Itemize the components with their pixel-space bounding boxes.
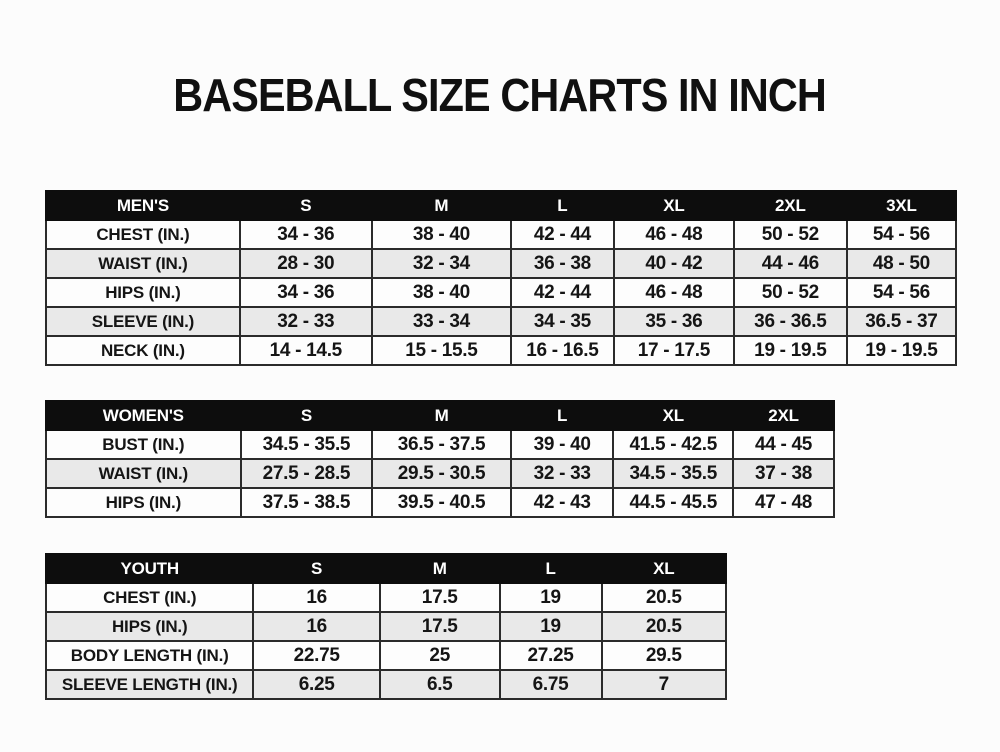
size-value-cell: 54 - 56	[847, 278, 956, 307]
size-value-cell: 6.75	[500, 670, 602, 699]
measurement-label: SLEEVE LENGTH (IN.)	[46, 670, 253, 699]
womens-header-row	[46, 401, 834, 430]
size-value-cell: 35 - 36	[614, 307, 734, 336]
womens-size-column-header: M	[372, 401, 511, 430]
size-value-cell: 32 - 34	[372, 249, 511, 278]
size-value-cell: 17.5	[380, 583, 500, 612]
size-value-cell: 37.5 - 38.5	[241, 488, 373, 517]
mens-size-column-header: L	[511, 191, 614, 220]
youth-header-row	[46, 554, 726, 583]
size-value-cell: 16	[253, 583, 379, 612]
youth-size-column-header: M	[380, 554, 500, 583]
size-value-cell: 42 - 44	[511, 220, 614, 249]
size-value-cell: 32 - 33	[240, 307, 372, 336]
size-value-cell: 38 - 40	[372, 278, 511, 307]
youth-size-table	[45, 553, 727, 700]
mens-size-column-header: 2XL	[734, 191, 847, 220]
mens-table-row	[46, 249, 956, 278]
size-value-cell: 16 - 16.5	[511, 336, 614, 365]
size-value-cell: 7	[602, 670, 726, 699]
measurement-label: BODY LENGTH (IN.)	[46, 641, 253, 670]
size-value-cell: 32 - 33	[511, 459, 613, 488]
womens-table-row	[46, 488, 834, 517]
size-value-cell: 34 - 36	[240, 220, 372, 249]
mens-header-row	[46, 191, 956, 220]
size-value-cell: 44 - 46	[734, 249, 847, 278]
size-value-cell: 36 - 36.5	[734, 307, 847, 336]
measurement-label: WAIST (IN.)	[46, 459, 241, 488]
size-value-cell: 50 - 52	[734, 278, 847, 307]
size-value-cell: 19	[500, 583, 602, 612]
measurement-label: HIPS (IN.)	[46, 278, 240, 307]
size-value-cell: 17 - 17.5	[614, 336, 734, 365]
youth-size-column-header: S	[253, 554, 379, 583]
mens-table-row	[46, 336, 956, 365]
size-value-cell: 38 - 40	[372, 220, 511, 249]
mens-size-column-header: S	[240, 191, 372, 220]
womens-size-table	[45, 400, 835, 518]
size-value-cell: 17.5	[380, 612, 500, 641]
size-value-cell: 22.75	[253, 641, 379, 670]
size-value-cell: 39.5 - 40.5	[372, 488, 511, 517]
measurement-label: CHEST (IN.)	[46, 583, 253, 612]
youth-size-column-header: L	[500, 554, 602, 583]
mens-table-row	[46, 307, 956, 336]
size-value-cell: 28 - 30	[240, 249, 372, 278]
size-value-cell: 34.5 - 35.5	[241, 430, 373, 459]
size-value-cell: 20.5	[602, 612, 726, 641]
womens-size-column-header: L	[511, 401, 613, 430]
womens-size-column-header: S	[241, 401, 373, 430]
size-value-cell: 34 - 35	[511, 307, 614, 336]
size-value-cell: 46 - 48	[614, 278, 734, 307]
size-value-cell: 46 - 48	[614, 220, 734, 249]
measurement-label: BUST (IN.)	[46, 430, 241, 459]
size-value-cell: 16	[253, 612, 379, 641]
mens-size-column-header: M	[372, 191, 511, 220]
size-value-cell: 19	[500, 612, 602, 641]
youth-table-row	[46, 641, 726, 670]
page-title	[0, 68, 1000, 122]
size-value-cell: 44.5 - 45.5	[613, 488, 733, 517]
size-value-cell: 14 - 14.5	[240, 336, 372, 365]
size-value-cell: 15 - 15.5	[372, 336, 511, 365]
womens-table-row	[46, 430, 834, 459]
size-value-cell: 29.5	[602, 641, 726, 670]
size-value-cell: 6.5	[380, 670, 500, 699]
measurement-label: CHEST (IN.)	[46, 220, 240, 249]
womens-size-column-header: 2XL	[733, 401, 834, 430]
size-value-cell: 50 - 52	[734, 220, 847, 249]
mens-table-row	[46, 278, 956, 307]
measurement-label: HIPS (IN.)	[46, 612, 253, 641]
mens-size-column-header: 3XL	[847, 191, 956, 220]
size-value-cell: 27.25	[500, 641, 602, 670]
page-title-text: BASEBALL SIZE CHARTS IN INCH	[173, 69, 827, 121]
measurement-label: NECK (IN.)	[46, 336, 240, 365]
size-value-cell: 6.25	[253, 670, 379, 699]
size-value-cell: 36.5 - 37.5	[372, 430, 511, 459]
measurement-label: WAIST (IN.)	[46, 249, 240, 278]
youth-table-title: YOUTH	[46, 554, 253, 583]
measurement-label: HIPS (IN.)	[46, 488, 241, 517]
womens-table-row	[46, 459, 834, 488]
size-value-cell: 39 - 40	[511, 430, 613, 459]
mens-table-title: MEN'S	[46, 191, 240, 220]
size-value-cell: 47 - 48	[733, 488, 834, 517]
size-value-cell: 41.5 - 42.5	[613, 430, 733, 459]
size-value-cell: 48 - 50	[847, 249, 956, 278]
youth-table-row	[46, 612, 726, 641]
size-value-cell: 33 - 34	[372, 307, 511, 336]
youth-table-row	[46, 670, 726, 699]
size-value-cell: 25	[380, 641, 500, 670]
size-value-cell: 42 - 43	[511, 488, 613, 517]
size-value-cell: 29.5 - 30.5	[372, 459, 511, 488]
size-value-cell: 19 - 19.5	[847, 336, 956, 365]
size-value-cell: 54 - 56	[847, 220, 956, 249]
size-value-cell: 36 - 38	[511, 249, 614, 278]
size-value-cell: 44 - 45	[733, 430, 834, 459]
size-value-cell: 36.5 - 37	[847, 307, 956, 336]
size-value-cell: 37 - 38	[733, 459, 834, 488]
mens-size-column-header: XL	[614, 191, 734, 220]
size-value-cell: 40 - 42	[614, 249, 734, 278]
womens-size-column-header: XL	[613, 401, 733, 430]
youth-size-column-header: XL	[602, 554, 726, 583]
womens-table-title: WOMEN'S	[46, 401, 241, 430]
size-value-cell: 19 - 19.5	[734, 336, 847, 365]
size-value-cell: 34.5 - 35.5	[613, 459, 733, 488]
size-value-cell: 27.5 - 28.5	[241, 459, 373, 488]
size-value-cell: 34 - 36	[240, 278, 372, 307]
size-value-cell: 20.5	[602, 583, 726, 612]
mens-table-row	[46, 220, 956, 249]
size-value-cell: 42 - 44	[511, 278, 614, 307]
mens-size-table	[45, 190, 957, 366]
youth-table-row	[46, 583, 726, 612]
measurement-label: SLEEVE (IN.)	[46, 307, 240, 336]
